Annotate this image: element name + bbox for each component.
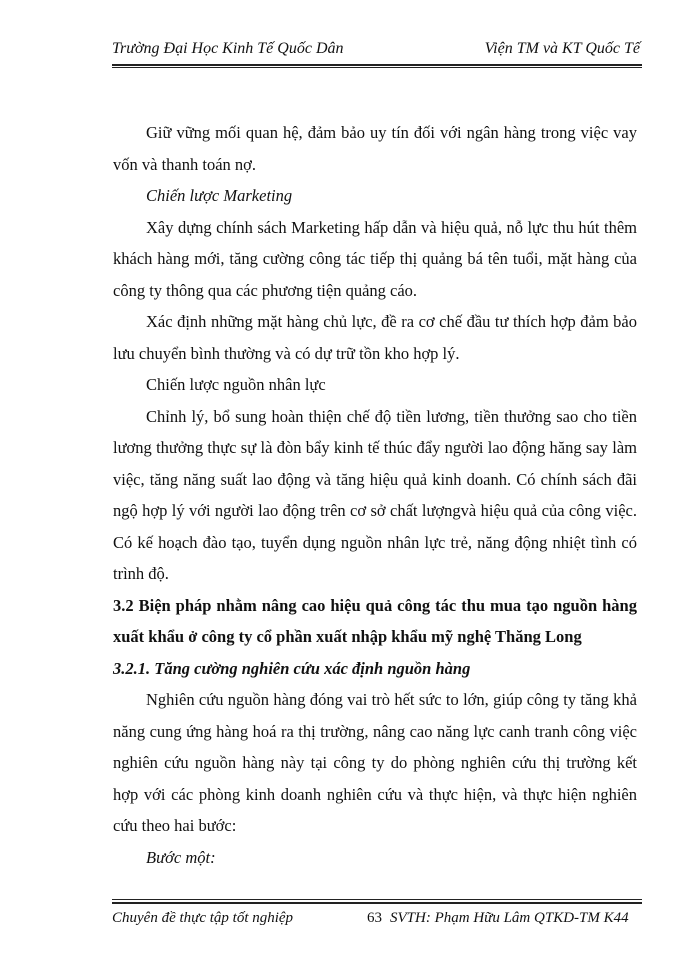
section-heading-3-2: 3.2 Biện pháp nhằm nâng cao hiệu quả công tác thu mua tạo nguồn hàng xuất khẩu ở công ty cổ phần xuất nhập khẩu mỹ nghệ Thăng Long bbox=[113, 595, 637, 646]
page-body bbox=[113, 117, 637, 873]
paragraph-bank-relations: Giữ vững mối quan hệ, đảm bảo uy tín đối với ngân hàng trong việc vay vốn và thanh toán nợ. bbox=[113, 123, 637, 174]
page-number: 63 bbox=[367, 910, 382, 926]
subsection-heading-3-2-1: 3.2.1. Tăng cường nghiên cứu xác định nguồn hàng bbox=[113, 658, 471, 678]
footer-title: Chuyên đề thực tập tốt nghiệp bbox=[112, 910, 294, 926]
paragraph-source-research: Nghiên cứu nguồn hàng đóng vai trò hết sức to lớn, giúp công ty tăng khả năng cung ứng hàng hoá ra thị trường, nâng cao năng lực canh tranh công việc nghiên cứu nguồn hàng này tại công ty do phòng nghiên cứu thị trường kết hợp với các phòng kinh doanh nghiên cứu và thực hiện, và thực hiện nghiên cứu theo hai bước: bbox=[113, 690, 637, 835]
paragraph-key-products: Xác định những mặt hàng chủ lực, đề ra cơ chế đầu tư thích hợp đảm bảo lưu chuyển bình thường và có dự trữ tồn kho hợp lý. bbox=[113, 312, 637, 363]
footer-rule bbox=[112, 902, 642, 904]
header-rule bbox=[112, 64, 642, 66]
header-institute: Viện TM và KT Quốc Tế bbox=[484, 40, 640, 57]
paragraph-marketing-policy: Xây dựng chính sách Marketing hấp dẫn và hiệu quả, nỗ lực thu hút thêm khách hàng mới, tăng cường công tác tiếp thị quảng bá tên tuổi, mặt hàng của công ty thông qua các phương tiện quảng cáo. bbox=[113, 217, 637, 300]
page-header bbox=[112, 40, 640, 58]
heading-step-one: Bước một: bbox=[146, 847, 216, 867]
heading-hr-strategy: Chiến lược nguồn nhân lực bbox=[146, 375, 326, 394]
footer-rule-thin bbox=[112, 899, 642, 900]
header-rule-thin bbox=[112, 67, 642, 68]
heading-marketing-strategy: Chiến lược Marketing bbox=[146, 186, 293, 205]
footer-author: SVTH: Phạm Hữu Lâm QTKD-TM K44 bbox=[390, 910, 629, 926]
paragraph-hr-policy: Chỉnh lý, bổ sung hoàn thiện chế độ tiền lương, tiền thưởng sao cho tiền lương thưởng thực sự là đòn bẩy kinh tế thúc đẩy người lao động hăng say làm việc, tăng năng suất lao động và tăng hiệu quả kinh doanh. Có chính sách đãi ngộ hợp lý với người lao động trên cơ sở chất lượngvà hiệu quả của công việc. Có kế hoạch đào tạo, tuyển dụng nguồn nhân lực trẻ, năng động nhiệt tình có trình độ. bbox=[113, 406, 637, 583]
header-university: Trường Đại Học Kinh Tế Quốc Dân bbox=[112, 40, 344, 57]
